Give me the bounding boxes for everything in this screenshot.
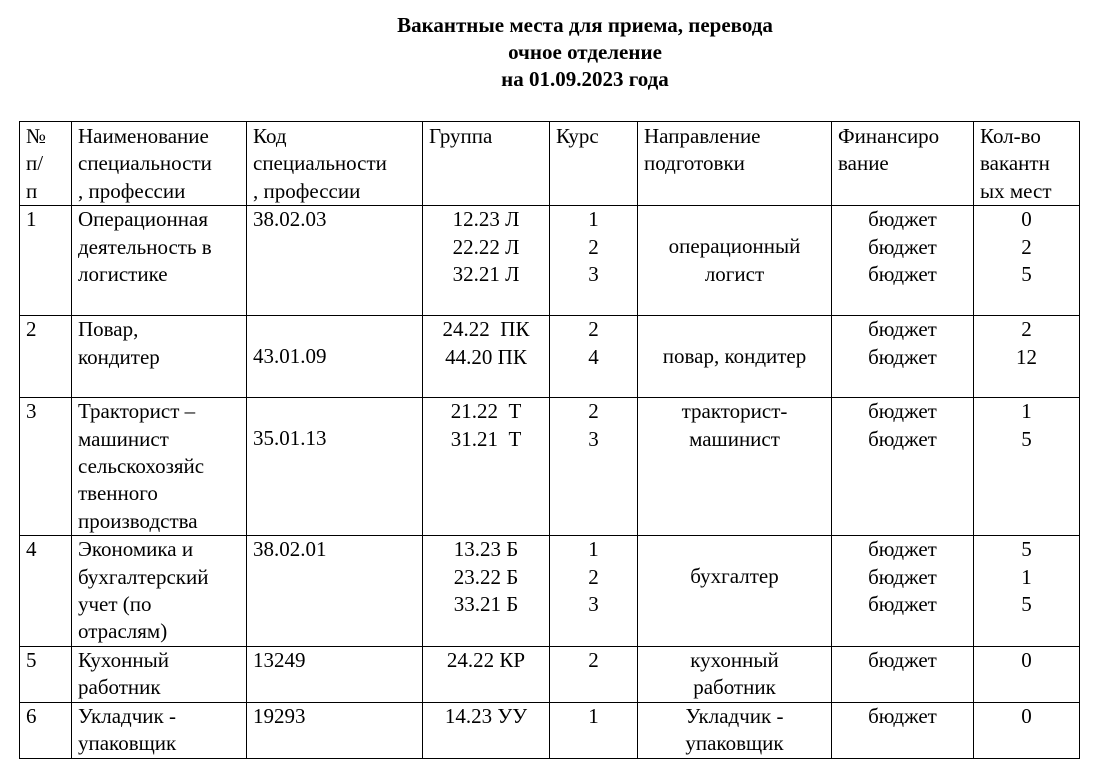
- table-row: [20, 646, 1080, 702]
- row-vacancies: 2 12: [974, 316, 1080, 398]
- title-line-3: на 01.09.2023 года: [501, 67, 669, 91]
- table-row: [20, 206, 1080, 316]
- title-line-1: Вакантные места для приема, перевода: [397, 13, 773, 37]
- row-code: 38.02.03: [247, 206, 423, 316]
- row-vacancies: 1 5: [974, 398, 1080, 536]
- header-num: № п/ п: [20, 122, 72, 206]
- row-code: 35.01.13: [247, 398, 423, 536]
- row-name: Повар, кондитер: [72, 316, 247, 398]
- row-code: 43.01.09: [247, 316, 423, 398]
- row-num: 1: [20, 206, 72, 316]
- header-course: Курс: [550, 122, 638, 206]
- row-courses: 1: [550, 702, 638, 758]
- title-line-2: очное отделение: [508, 40, 662, 64]
- row-code: 38.02.01: [247, 536, 423, 647]
- row-groups: 12.23 Л 22.22 Л 32.21 Л: [423, 206, 550, 316]
- row-num: 3: [20, 398, 72, 536]
- row-financing: бюджет бюджет бюджет: [832, 206, 974, 316]
- row-name: Тракторист – машинист сельскохозяйс твенного производства: [72, 398, 247, 536]
- row-code: 13249: [247, 646, 423, 702]
- row-direction: Укладчик - упаковщик: [638, 702, 832, 758]
- row-direction: бухгалтер: [638, 536, 832, 647]
- row-vacancies: 5 1 5: [974, 536, 1080, 647]
- header-financing: Финансиро вание: [832, 122, 974, 206]
- vacancies-table: [19, 121, 1080, 759]
- row-num: 4: [20, 536, 72, 647]
- row-num: 5: [20, 646, 72, 702]
- table-row: [20, 702, 1080, 758]
- row-groups: 21.22 Т 31.21 Т: [423, 398, 550, 536]
- header-vacancies: Кол-во вакантн ых мест: [974, 122, 1080, 206]
- header-group: Группа: [423, 122, 550, 206]
- table-row: [20, 316, 1080, 398]
- header-name: Наименование специальности , профессии: [72, 122, 247, 206]
- row-groups: 13.23 Б 23.22 Б 33.21 Б: [423, 536, 550, 647]
- row-name: Укладчик - упаковщик: [72, 702, 247, 758]
- row-direction: повар, кондитер: [638, 316, 832, 398]
- row-courses: 2 3: [550, 398, 638, 536]
- row-direction: тракторист- машинист: [638, 398, 832, 536]
- header-direction: Направление подготовки: [638, 122, 832, 206]
- row-financing: бюджет: [832, 702, 974, 758]
- table-row: [20, 536, 1080, 647]
- header-code: Код специальности , профессии: [247, 122, 423, 206]
- row-name: Экономика и бухгалтерский учет (по отраслям): [72, 536, 247, 647]
- header-row: [20, 122, 1080, 206]
- row-code: 19293: [247, 702, 423, 758]
- table-row: [20, 398, 1080, 536]
- row-direction: кухонный работник: [638, 646, 832, 702]
- row-groups: 14.23 УУ: [423, 702, 550, 758]
- row-courses: 2: [550, 646, 638, 702]
- row-courses: 1 2 3: [550, 206, 638, 316]
- document-title: [0, 12, 1100, 93]
- row-name: Кухонный работник: [72, 646, 247, 702]
- row-num: 6: [20, 702, 72, 758]
- row-name: Операционная деятельность в логистике: [72, 206, 247, 316]
- row-vacancies: 0: [974, 646, 1080, 702]
- row-financing: бюджет бюджет бюджет: [832, 536, 974, 647]
- row-vacancies: 0: [974, 702, 1080, 758]
- row-financing: бюджет бюджет: [832, 316, 974, 398]
- row-direction: операционный логист: [638, 206, 832, 316]
- row-groups: 24.22 ПК 44.20 ПК: [423, 316, 550, 398]
- row-vacancies: 0 2 5: [974, 206, 1080, 316]
- row-courses: 1 2 3: [550, 536, 638, 647]
- row-groups: 24.22 КР: [423, 646, 550, 702]
- row-courses: 2 4: [550, 316, 638, 398]
- row-financing: бюджет бюджет: [832, 398, 974, 536]
- row-financing: бюджет: [832, 646, 974, 702]
- row-num: 2: [20, 316, 72, 398]
